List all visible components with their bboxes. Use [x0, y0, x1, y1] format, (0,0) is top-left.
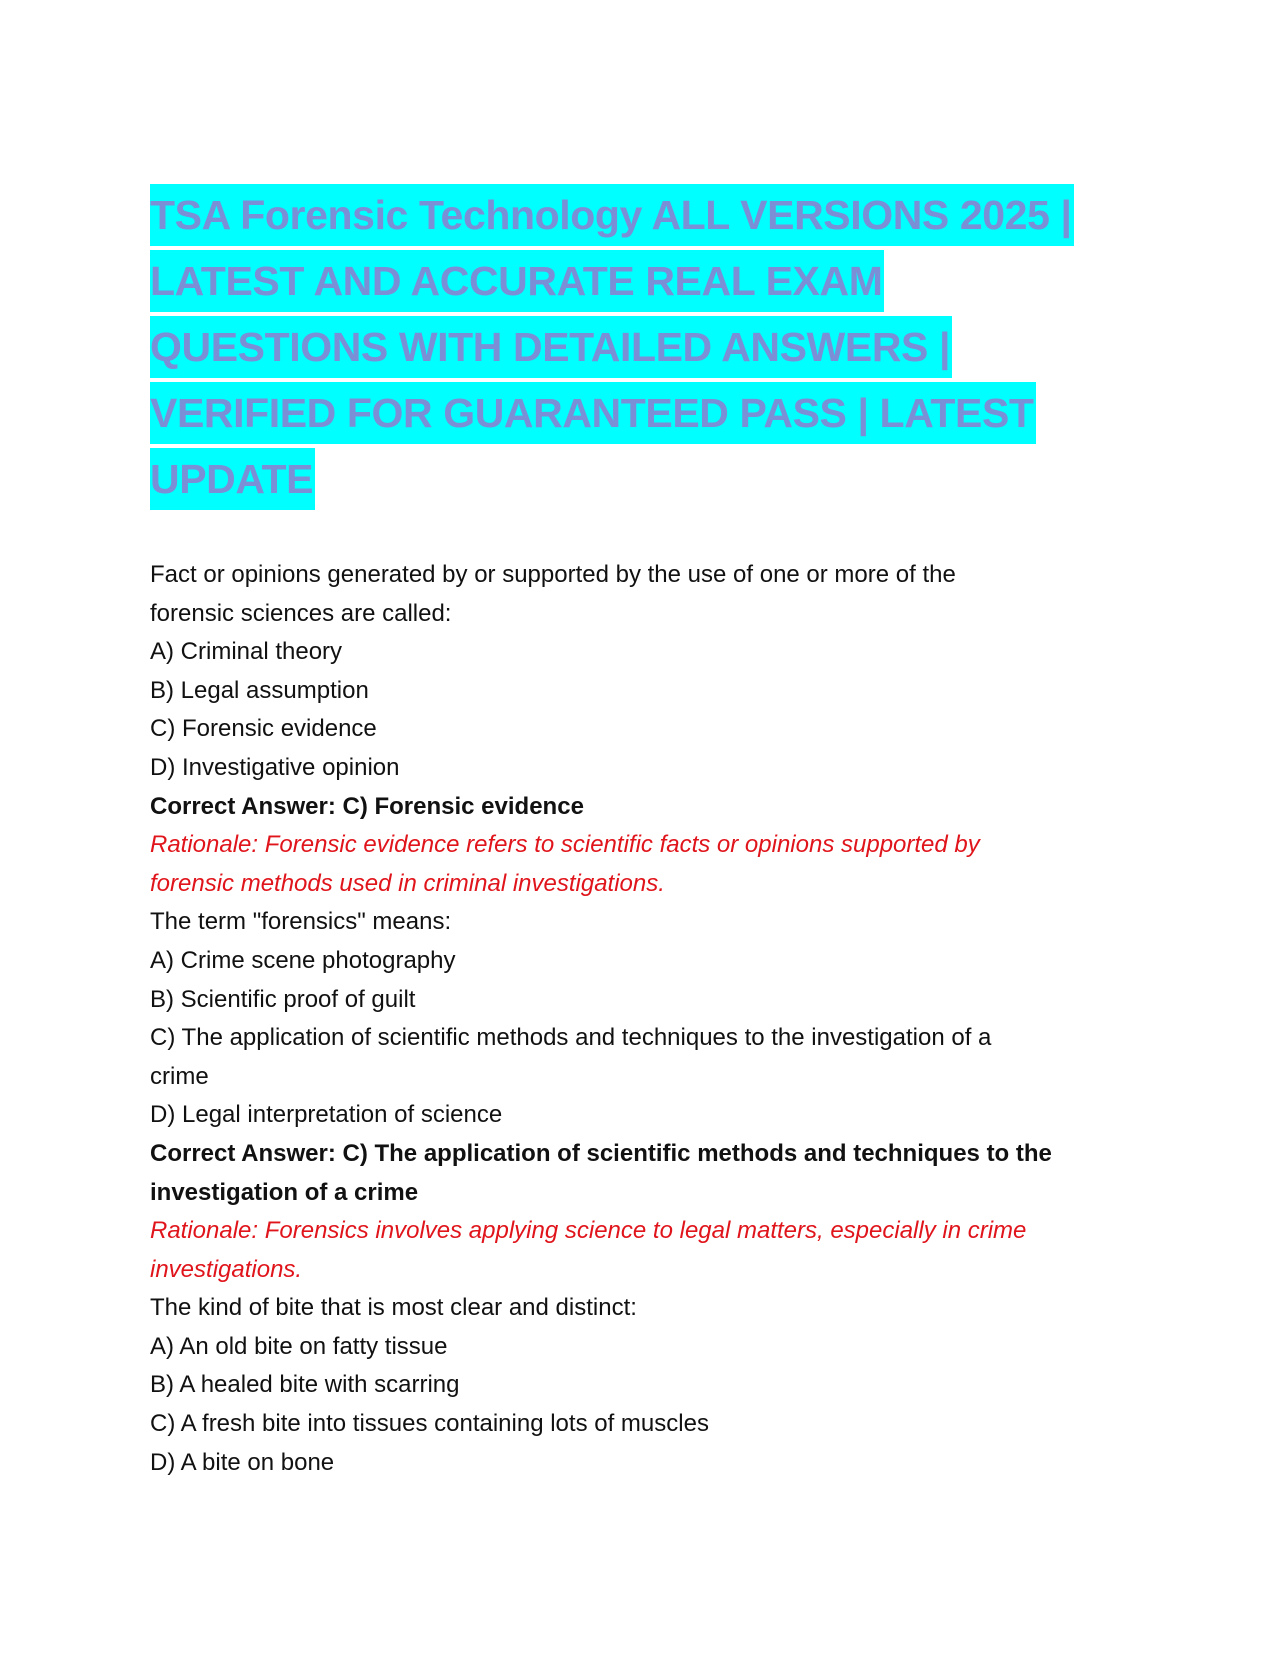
answer-option: A) Crime scene photography — [150, 946, 456, 974]
answer-option: C) Forensic evidence — [150, 715, 377, 743]
document-title — [150, 184, 1110, 514]
title-line: QUESTIONS WITH DETAILED ANSWERS | — [150, 316, 1110, 382]
rationale: Rationale: Forensics involves applying science to legal matters, especially in crime — [150, 1217, 1027, 1245]
title-line: LATEST AND ACCURATE REAL EXAM — [150, 250, 1110, 316]
answer-option: A) Criminal theory — [150, 638, 343, 666]
question-block — [150, 1289, 1130, 1482]
answer-option: A) An old bite on fatty tissue — [150, 1332, 448, 1360]
title-line: UPDATE — [150, 448, 1110, 514]
answer-option: B) Legal assumption — [150, 676, 369, 704]
answer-option: C) The application of scientific methods and techniques to the investigation of a — [150, 1024, 992, 1052]
answer-option: C) A fresh bite into tissues containing lots of muscles — [150, 1410, 709, 1438]
question-text: The term "forensics" means: — [150, 908, 452, 936]
title-line: TSA Forensic Technology ALL VERSIONS 2025 | — [150, 184, 1110, 250]
rationale: investigations. — [150, 1255, 303, 1283]
title-line: VERIFIED FOR GUARANTEED PASS | LATEST — [150, 382, 1110, 448]
question-block — [150, 903, 1130, 1289]
correct-answer: Correct Answer: C) Forensic evidence — [150, 792, 584, 820]
question-text: The kind of bite that is most clear and distinct: — [150, 1294, 637, 1322]
answer-option: B) A healed bite with scarring — [150, 1371, 460, 1399]
correct-answer: Correct Answer: C) The application of scientific methods and techniques to the — [150, 1139, 1052, 1167]
rationale: forensic methods used in criminal investigations. — [150, 869, 665, 897]
answer-option: D) Investigative opinion — [150, 753, 400, 781]
answer-option: crime — [150, 1062, 209, 1090]
answer-option: B) Scientific proof of guilt — [150, 985, 416, 1013]
answer-option: D) A bite on bone — [150, 1448, 335, 1476]
question-block — [150, 556, 1130, 903]
question-list — [150, 556, 1130, 1482]
rationale: Rationale: Forensic evidence refers to scientific facts or opinions supported by — [150, 831, 980, 859]
answer-option: D) Legal interpretation of science — [150, 1101, 503, 1129]
question-text: forensic sciences are called: — [150, 599, 452, 627]
correct-answer: investigation of a crime — [150, 1178, 419, 1206]
question-text: Fact or opinions generated by or supported by the use of one or more of the — [150, 561, 956, 588]
